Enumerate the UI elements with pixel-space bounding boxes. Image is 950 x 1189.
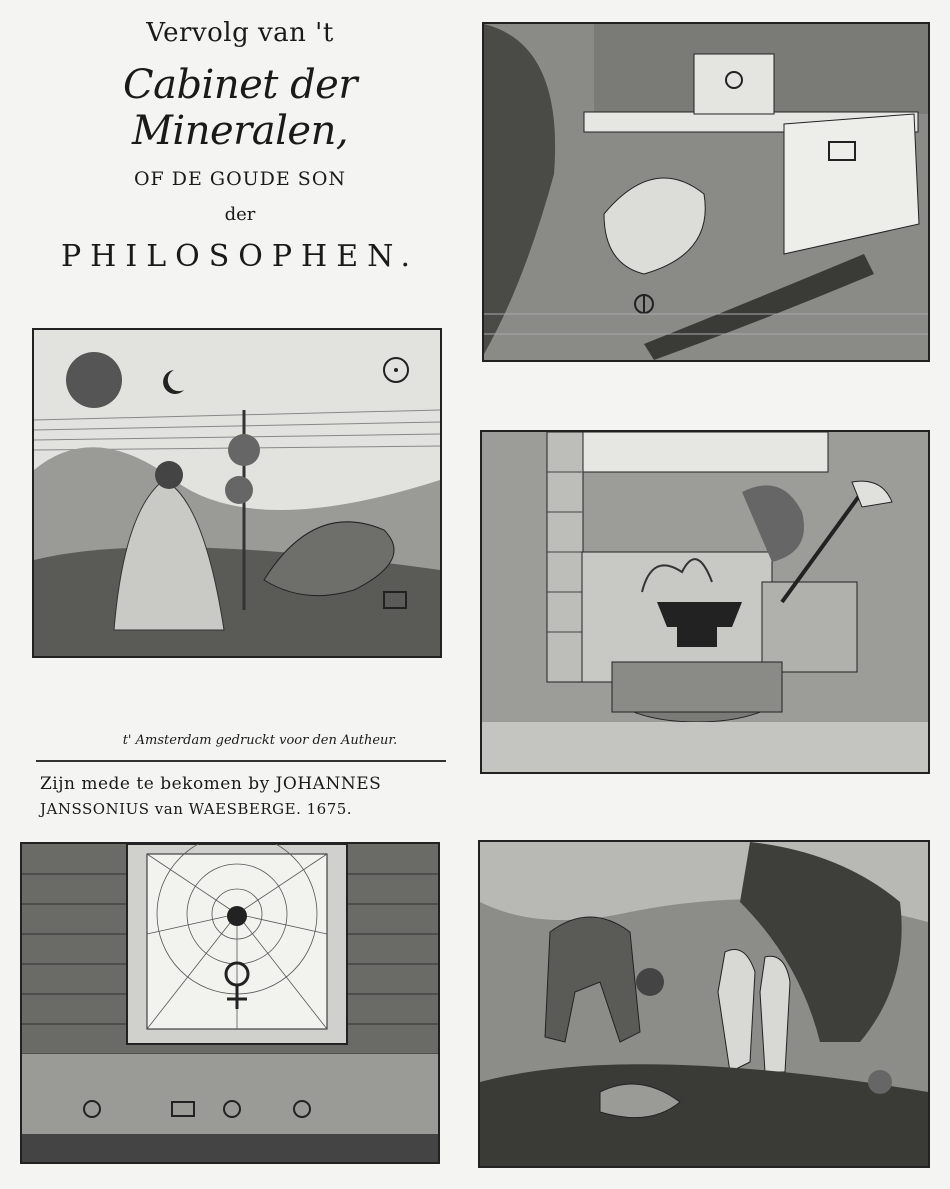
engraving-shepherd-dragon-icon	[32, 328, 442, 658]
engraving-spider-web-icon	[20, 842, 440, 1164]
title-line-3: OF DE GOUDE SON	[133, 168, 347, 190]
imprint-place: t' Amsterdam gedruckt voor den Autheur.	[122, 733, 398, 748]
title-line-5: PHILOSOPHEN.	[61, 239, 419, 274]
engraving-hand-table-icon	[482, 22, 930, 362]
title-line-1: Vervolg van 't	[146, 18, 334, 48]
engraving-paradise-scene-icon	[478, 840, 930, 1168]
divider-rule	[36, 760, 446, 762]
title-line-4: der	[224, 204, 256, 225]
publisher-line-1: Zijn mede te bekomen by JOHANNES	[40, 774, 382, 794]
title-block	[20, 10, 460, 274]
engraving-forge-anvil-icon	[480, 430, 930, 774]
publisher-line-2: JANSSONIUS van WAESBERGE. 1675.	[40, 800, 353, 818]
title-line-2: Cabinet der Mineralen,	[123, 62, 357, 154]
